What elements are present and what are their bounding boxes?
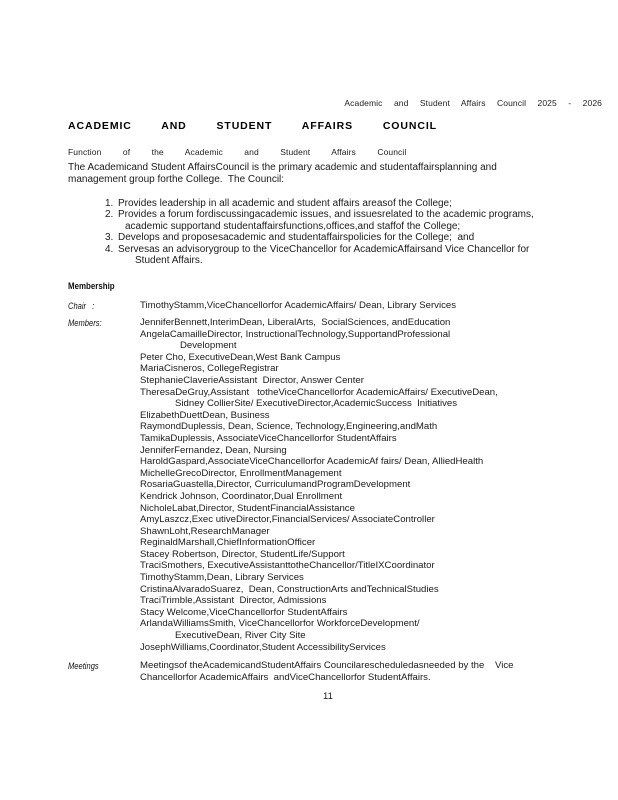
member-line: ReginaldMarshall,ChiefInformationOfficer (140, 537, 316, 549)
member-line: AngelaCamailleDirector, InstructionalTechnology,SupportandProfessional (140, 328, 451, 340)
member-line: Kendrick Johnson, Coordinator,Dual Enrollment (140, 490, 343, 502)
member-line: TraciTrimble,Assistant Director, Admissions (140, 595, 327, 607)
meetings-paragraph (140, 660, 514, 683)
member-line: Development (180, 340, 237, 352)
running-header: Academic and Student Affairs Council 2025 - 2026 (344, 98, 602, 108)
member-line: HaroldGaspard,AssociateViceChancellorfor AcademicAf fairs/ Dean, AlliedHealth (140, 456, 484, 468)
item-text (118, 244, 529, 267)
member-line: RosariaGuastella,Director, CurriculumandProgramDevelopment (140, 479, 411, 491)
member-line: CristinaAlvaradoSuarez, Dean, ConstructionArts andTechnicalStudies (140, 583, 439, 595)
intro-line: The Academicand Student AffairsCouncil is the primary academic and studentaffairsplanning and (68, 162, 497, 173)
item-number: 4. (105, 243, 114, 255)
item-line: Provides a forum fordiscussingacademic issues, and issuesrelated to the academic programs, (118, 209, 534, 221)
meetings-label: Meetings (68, 661, 99, 671)
item-text (118, 232, 474, 243)
item-line: Provides leadership in all academic and student affairs areasof the College; (118, 198, 452, 209)
item-number: 3. (105, 232, 114, 244)
member-line: ArlandaWilliamsSmith, ViceChancellorfor WorkforceDevelopment/ (140, 618, 420, 630)
member-line: TraciSmothers, ExecutiveAssistanttotheChancellor/TitleIXCoordinator (140, 560, 435, 572)
member-line: JenniferBennett,InterimDean, LiberalArts, SocialSciences, andEducation (140, 317, 451, 328)
member-line: Stacy Welcome,ViceChancellorfor StudentAffairs (140, 606, 348, 618)
chair-value: TimothyStamm,ViceChancellorfor AcademicAffairs/ Dean, Library Services (140, 300, 457, 311)
page-number: 11 (323, 691, 333, 702)
member-line: RaymondDuplessis, Dean, Science, Technology,Engineering,andMath (140, 421, 438, 433)
member-line: JenniferFernandez, Dean, Nursing (140, 444, 287, 456)
item-number: 1. (105, 198, 114, 209)
member-line: TamikaDuplessis, AssociateViceChancellorfor StudentAffairs (140, 432, 397, 444)
chair-label-colon: : (92, 301, 95, 311)
item-line: Servesas an advisorygroup to the ViceChancellor for AcademicAffairsand Vice Chancellor for (118, 243, 530, 255)
item-text (118, 209, 534, 232)
member-line: StephanieClaverieAssistant Director, Answer Center (140, 374, 364, 386)
member-line: TheresaDeGruy,Assistant totheViceChancellorfor AcademicAffairs/ ExecutiveDean, (140, 386, 498, 398)
member-line: NicholeLabat,Director, StudentFinancialAssistance (140, 502, 355, 514)
membership-heading: Membership (68, 281, 115, 291)
numbered-item (105, 209, 534, 232)
page-title: ACADEMIC AND STUDENT AFFAIRS COUNCIL (68, 120, 437, 132)
numbered-item (105, 198, 534, 209)
member-line: Stacey Robertson, Director, StudentLife/Support (140, 548, 345, 560)
intro-paragraph (68, 162, 497, 185)
member-line: Peter Cho, ExecutiveDean,West Bank Campus (140, 351, 341, 363)
member-line: AmyLaszcz,Exec utiveDirector,FinancialServices/ AssociateController (140, 514, 435, 526)
item-line: academic supportand studentaffairsfunctions,offices,and staffof the College; (125, 220, 461, 232)
function-heading: Function of the Academic and Student Affairs Council (68, 147, 407, 157)
intro-line: management group forthe College. The Council: (68, 173, 285, 185)
member-line: ElizabethDuettDean, Business (140, 409, 270, 421)
member-line: Sidney CollierSite/ ExecutiveDirector,AcademicSuccess Initiatives (175, 398, 458, 410)
numbered-item (105, 232, 534, 243)
chair-label: Chair (68, 301, 87, 311)
members-list (140, 317, 498, 653)
numbered-item (105, 244, 534, 267)
member-line: MariaCisneros, CollegeRegistrar (140, 363, 279, 375)
item-number: 2. (105, 209, 114, 221)
numbered-list (105, 198, 534, 266)
meetings-line: Meetingsof theAcademicandStudentAffairs Councilarescheduledasneeded by the Vice (140, 660, 514, 671)
meetings-line: Chancellorfor AcademicAffairs andViceChancellorfor StudentAffairs. (140, 671, 431, 683)
item-text (118, 198, 452, 209)
member-line: MichelleGrecoDirector, EnrollmentManagement (140, 467, 342, 479)
member-line: JosephWilliams,Coordinator,Student AccessibilityServices (140, 641, 386, 653)
member-line: ExecutiveDean, River City Site (175, 630, 306, 642)
members-label: Members: (68, 318, 102, 328)
member-line: TimothyStamm,Dean, Library Services (140, 572, 304, 584)
item-line: Student Affairs. (135, 255, 203, 267)
item-line: Develops and proposesacademic and studentaffairspolicies for the College; and (118, 232, 475, 244)
member-line: ShawnLoht,ResearchManager (140, 525, 270, 537)
